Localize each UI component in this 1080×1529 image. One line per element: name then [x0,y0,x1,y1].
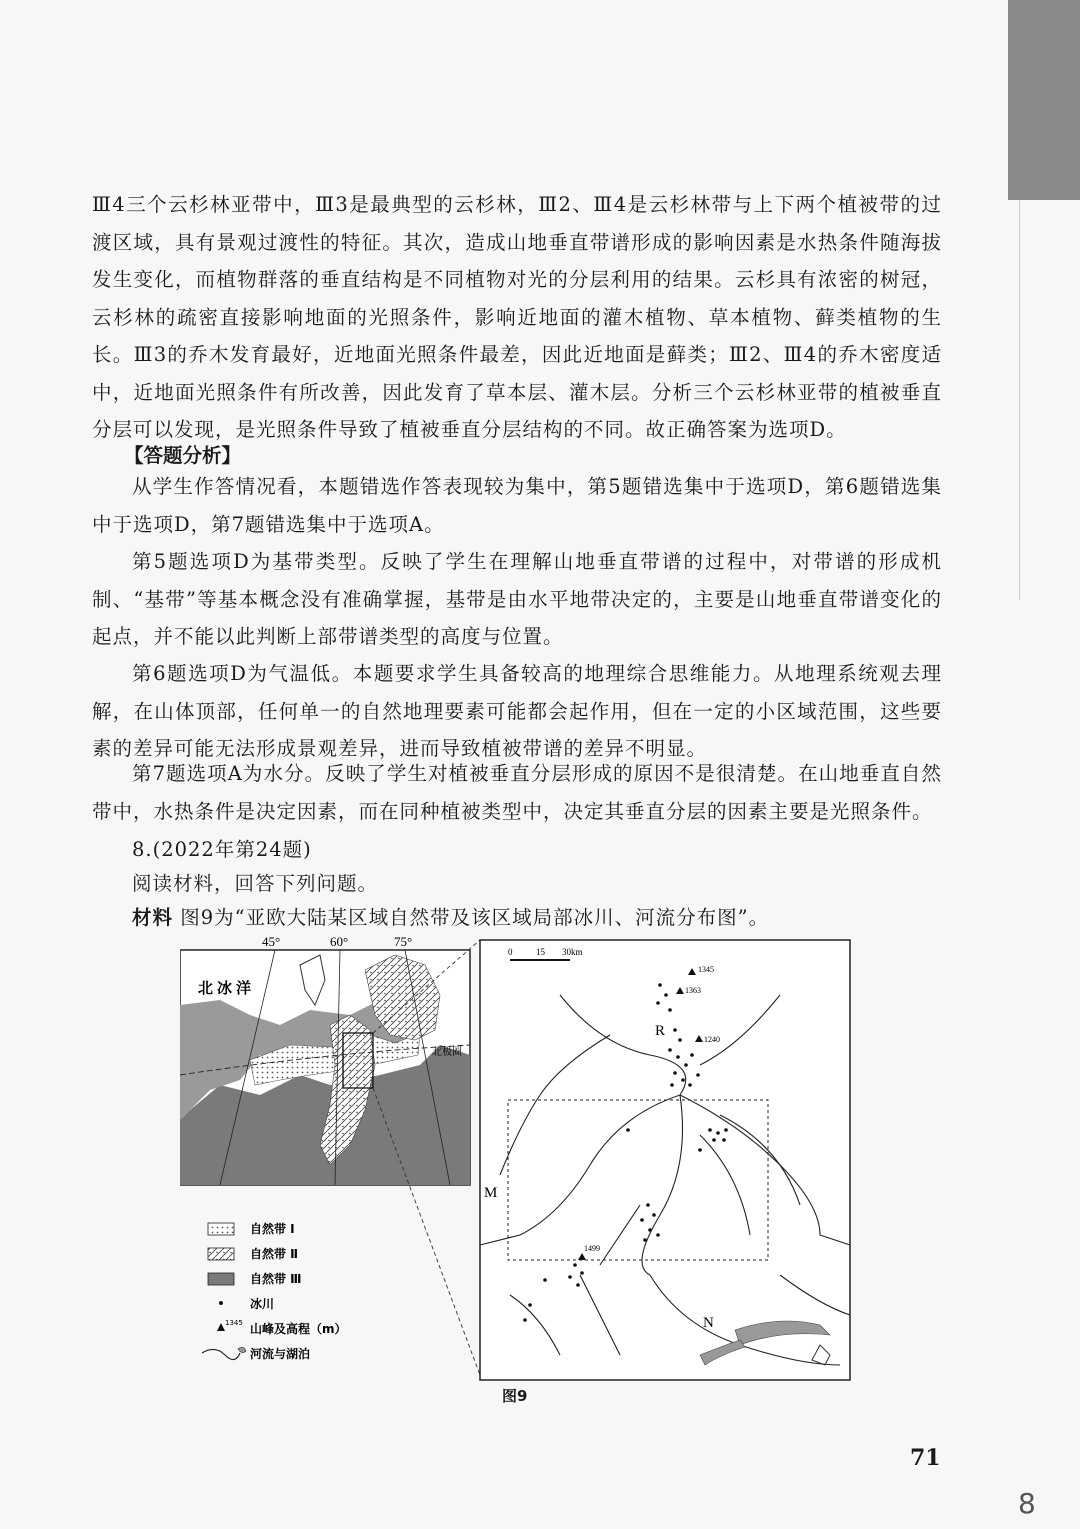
legend-zone-1-label: 自然带 Ⅰ [250,1222,295,1236]
peak-1240: 1240 [704,1035,720,1044]
arctic-circle-label: 北极圈 [432,1047,462,1058]
section-heading: 【答题分析】 [124,444,242,467]
legend-glacier-label: 冰川 [250,1297,275,1311]
peak-1499: 1499 [584,1244,600,1253]
peak-1363: 1363 [685,986,701,995]
legend-glacier-symbol [219,1301,223,1305]
label-r: R [655,1023,666,1039]
legend-river-label: 河流与湖泊 [250,1347,311,1361]
legend-zone-1-swatch [208,1223,234,1235]
question-instruction: 阅读材料，回答下列问题。 [132,872,379,895]
legend-peak-label: 山峰及高程（m） [250,1322,347,1336]
peak-1345: 1345 [698,965,714,974]
lon-label-75: 75° [394,935,413,949]
scan-mark: 8 [1018,1487,1036,1520]
legend-river-symbol [202,1349,240,1359]
paragraph-question-6: 第6题选项D为气温低。本题要求学生具备较高的地理综合思维能力。从地理系统观去理解，在山体顶部，任何单一的自然地理要素可能都会起作用，但在一定的小区域范围，这些要素的差异可能无法形成景观差异，进而导致植被带谱的差异不明显。 [92,662,942,760]
scale-15: 15 [536,947,545,957]
page-number: 71 [910,1445,941,1471]
label-n: N [703,1315,714,1331]
scale-0: 0 [508,947,513,957]
figure-9-map [180,935,860,1395]
detail-map [480,940,850,1380]
figure-caption: 图9 [502,1387,528,1405]
paragraph-student-response: 从学生作答情况看，本题错选作答表现较为集中，第5题错选集中于选项D，第6题错选集中于选项D，第7题错选集中于选项A。 [92,475,942,536]
paragraph-question-5: 第5题选项D为基带类型。反映了学生在理解山地垂直带谱的过程中，对带谱的形成机制、“基带”等基本概念没有准确掌握，基带是由水平地带决定的，主要是山地垂直带谱变化的起点，并不能以此判断上部带谱类型的高度与位置。 [92,550,942,648]
detail-frame [480,940,850,1380]
label-m: M [484,1185,498,1201]
material-line [132,902,769,930]
paragraph-spruce-analysis: Ⅲ4三个云杉林亚带中，Ⅲ3是最典型的云杉林，Ⅲ2、Ⅲ4是云杉林带与上下两个植被带的过渡区域，具有景观过渡性的特征。其次，造成山地垂直带谱形成的影响因素是水热条件随海拔发生变化，而植物群落的垂直结构是不同植物对光的分层利用的结果。云杉具有浓密的树冠，云杉林的疏密直接影响地面的光照条件，影响近地面的灌木植物、草本植物、藓类植物的生长。Ⅲ3的乔木发育最好，近地面光照条件最差，因此近地面是藓类；Ⅲ2、Ⅲ4的乔木密度适中，近地面光照条件有所改善，因此发育了草本层、灌木层。分析三个云杉林亚带的植被垂直分层可以发现，是光照条件导致了植被垂直分层结构的不同。故正确答案为选项D。 [92,193,942,441]
inset-map [180,935,470,1185]
ocean-label: 北冰洋 [198,979,256,997]
lon-label-45: 45° [262,935,281,949]
paragraph-question-7: 第7题选项A为水分。反映了学生对植被垂直分层形成的原因不是很清楚。在山地垂直自然带中，水热条件是决定因素，而在同种植被类型中，决定其垂直分层的因素主要是光照条件。 [92,762,942,823]
page-edge-shadow [1019,200,1020,600]
page-edge-tab [1008,0,1080,200]
question-number: 8.(2022年第24题) [132,838,312,861]
legend-zone-2-label: 自然带 Ⅱ [250,1247,299,1261]
material-text: 图9为“亚欧大陆某区域自然带及该区域局部冰川、河流分布图”。 [180,906,770,929]
legend [202,1221,347,1361]
legend-zone-3-swatch [208,1273,234,1285]
material-label: 材料 [132,906,174,929]
lon-label-60: 60° [330,935,349,949]
scale-30km: 30km [562,947,583,957]
legend-lake-symbol [238,1347,246,1352]
legend-peak-sup: 1345 [225,1319,243,1327]
legend-zone-2-swatch [208,1248,234,1260]
legend-peak-symbol [217,1323,225,1331]
legend-zone-3-label: 自然带 Ⅲ [250,1272,302,1286]
